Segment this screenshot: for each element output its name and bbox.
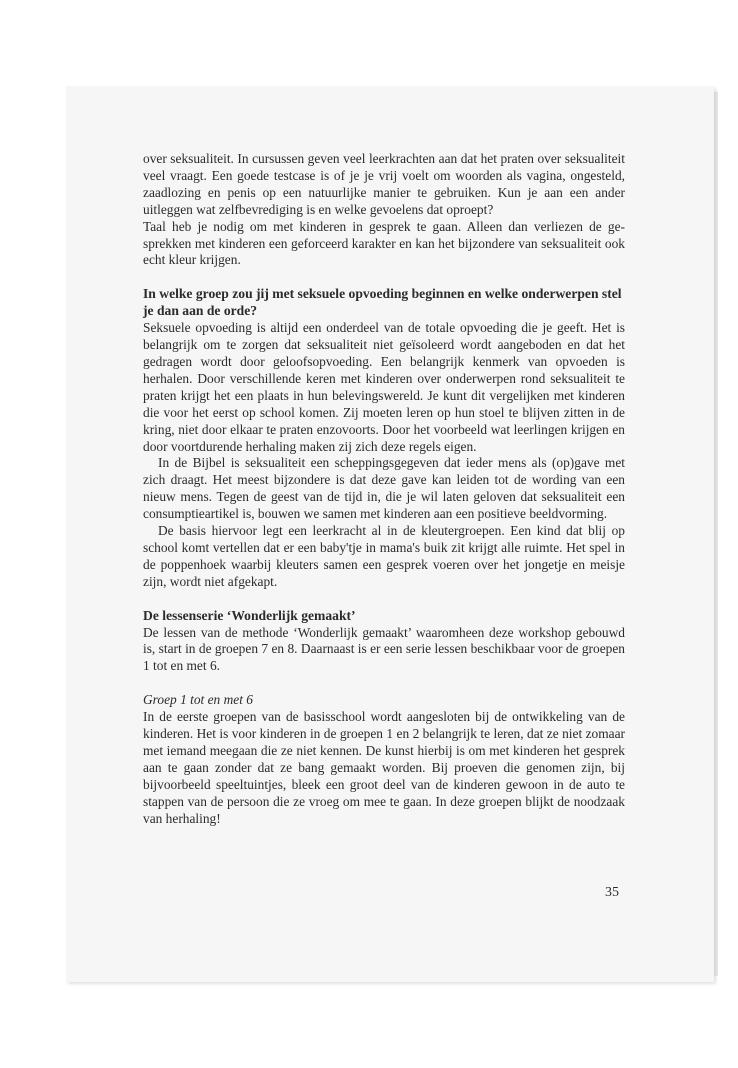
paragraph: Taal heb je nodig om met kinderen in gesprek te gaan. Alleen dan verliezen de gesprekken met kinderen een geforceerd karakter en kan het bijzondere van seksualiteit ook echt kleur krijgen. (143, 218, 625, 268)
page-number: 35 (605, 885, 619, 900)
paragraph: In de eerste groepen van de basisschool wordt aangesloten bij de ontwikkeling van de kinderen. Het is voor kinderen in de groepen 1 en 2 belangrijk te leren, dat ze niet zomaar met iemand meegaan die ze niet kennen. De kunst hierbij is om met kinderen het gesprek aan te gaan zonder dat ze bang gemaakt worden. Bij proeven die genomen zijn, bij bijvoorbeeld speeltuintjes, bleek een groot deel van de kinderen gewoon in de auto te stappen van de persoon die ze vroeg om mee te gaan. In deze groepen blijkt de noodzaak van herhaling! (143, 709, 625, 826)
paragraph: De basis hiervoor legt een leerkracht al in de kleutergroepen. Een kind dat blij op school komt vertellen dat er een baby'tje in mama's buik zit krijgt alle ruimte. Het spel in de poppenhoek waarbij kleuters samen een gesprek voeren over het jongetje en meisje zijn, wordt niet afgekapt. (143, 523, 625, 589)
paragraph: De lessen van de methode ‘Wonderlijk gemaakt’ waaromheen deze workshop gebouwd is, start in de groepen 7 en 8. Daarnaast is er een serie lessen beschikbaar voor de groepen 1 tot en met 6. (143, 624, 625, 674)
section-heading: In welke groep zou jij met seksuele opvoeding beginnen en welke onderwerpen stel je dan aan de orde? (143, 286, 622, 319)
paragraph: Seksuele opvoeding is altijd een onderdeel van de totale opvoeding die je geeft. Het is belangrijk om te zorgen dat seksualiteit niet geïsoleerd wordt aangeboden en dat het gedragen wordt door geloofsopvoeding. Een belangrijk kenmerk van opvoeden is herhalen. Door verschillende keren met kinderen over onderwerpen rond seksualiteit te praten krijgt het een plaats in hun belevingswereld. Je kunt dit vergelijken met kinderen die voor het eerst op school komen. Zij moeten leren op hun stoel te blijven zitten in de kring, niet door elkaar te praten enzovoorts. Door het voorbeeld wat leerlingen krijgen en door voortdurende herhaling maken zij zich deze regels eigen. (143, 320, 625, 454)
section-heading: De lessenserie ‘Wonderlijk gemaakt’ (143, 607, 356, 623)
paragraph: In de Bijbel is seksualiteit een scheppingsgegeven dat ieder mens als (op)gave met zich draagt. Het meest bijzondere is dat deze gave kan leiden tot de wording van een nieuw mens. Tegen de geest van de tijd in, die je wil laten geloven dat seksualiteit een consumptieartikel is, bouwen we samen met kinderen aan een positieve beeldvorming. (143, 455, 625, 522)
page-text (143, 151, 625, 828)
paragraph: over seksualiteit. In cursussen geven veel leerkrachten aan dat het praten over seksualiteit veel vraagt. Een goede testcase is of je je vrij voelt om woorden als vagina, ongesteld, zaadlozing en penis op een natuurlijke manier te gebruiken. Kun je aan een ander uitleggen wat zelfbevrediging is en welke gevoelens dat oproept? (143, 151, 625, 217)
subsection-heading: Groep 1 tot en met 6 (143, 692, 253, 708)
